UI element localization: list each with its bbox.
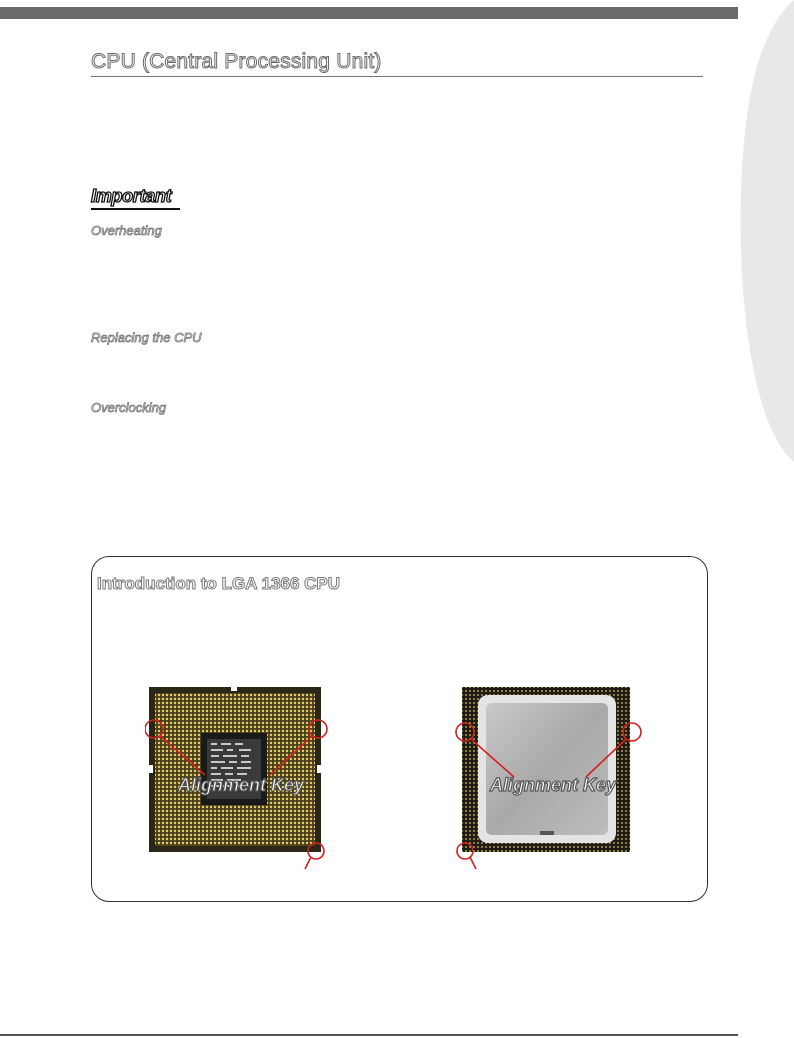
- subhead-overheating: Overheating: [91, 223, 162, 238]
- intro-box-title: Introduction to LGA 1366 CPU: [97, 574, 341, 593]
- page-title: CPU (Central Processing Unit): [91, 50, 382, 73]
- important-underline: [91, 208, 180, 210]
- title-underline: [91, 76, 703, 77]
- subhead-overclocking: Overclocking: [91, 400, 167, 415]
- important-heading: Important: [91, 186, 172, 206]
- subhead-replacing-cpu: Replacing the CPU: [91, 330, 202, 345]
- alignment-key-label-bottom: Alignment Key: [178, 775, 305, 795]
- footer-rule: [0, 1034, 738, 1036]
- alignment-key-label-top: Alignment Key: [490, 775, 617, 795]
- chapter-side-tab: [738, 0, 794, 470]
- header-bar: [0, 7, 738, 19]
